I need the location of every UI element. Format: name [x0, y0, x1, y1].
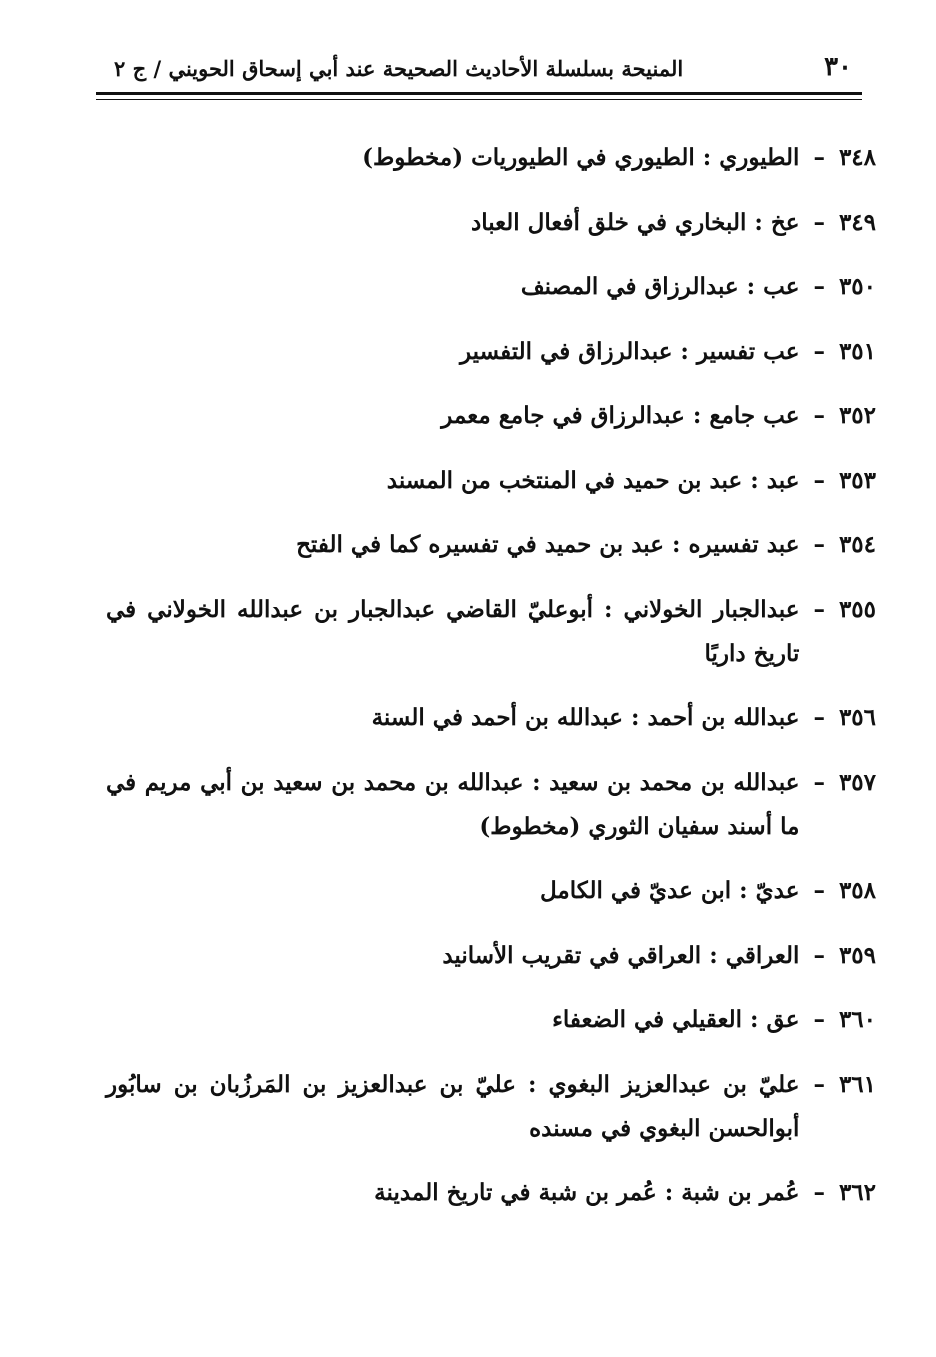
entry-text: عبدالله بن أحمد : عبدالله بن أحمد في السنة: [371, 704, 800, 731]
entry-text: عبد تفسيره : عبد بن حميد في تفسيره كما في الفتح: [296, 531, 800, 558]
entry-dash: –: [813, 941, 825, 969]
entry-number: ٣٥٧: [838, 768, 876, 796]
header-rule-thick: [96, 92, 862, 95]
page-header: [96, 50, 862, 90]
entry-number: ٣٦٠: [838, 1006, 876, 1033]
list-item: [106, 394, 876, 438]
list-item: [106, 761, 876, 849]
entry-dash: –: [813, 595, 825, 623]
list-item: [106, 136, 876, 180]
entry-dash: –: [813, 1006, 825, 1033]
entry-dash: –: [813, 337, 825, 365]
list-item: [106, 696, 876, 740]
list-item: [106, 459, 876, 503]
entry-text: عق : العقيلي في الضعفاء: [552, 1006, 800, 1033]
entry-text: الطيوري : الطيوري في الطيوريات (مخطوط): [362, 144, 800, 171]
entry-number: ٣٦٢: [838, 1179, 876, 1206]
entry-text: عب تفسير : عبدالرزاق في التفسير: [459, 337, 800, 365]
entry-text: عب جامع : عبدالرزاق في جامع معمر: [441, 402, 800, 429]
entry-dash: –: [813, 273, 825, 300]
entry-number: ٣٥٦: [838, 704, 876, 731]
list-item: [106, 330, 876, 374]
entry-text: عبدالله بن محمد بن سعيد : عبدالله بن محمد بن سعيد بن أبي مريم في ما أسند سفيان الثوري (مخطوط): [106, 768, 800, 840]
entry-dash: –: [813, 1070, 825, 1098]
entry-dash: –: [813, 1179, 825, 1206]
running-title: المنيحة بسلسلة الأحاديث الصحيحة عند أبي إسحاق الحويني / ج ٢: [114, 56, 684, 81]
list-item: [106, 523, 876, 567]
entry-dash: –: [813, 144, 825, 171]
entry-dash: –: [813, 531, 825, 558]
list-item: [106, 201, 876, 245]
entry-dash: –: [813, 402, 825, 429]
list-item: [106, 869, 876, 913]
entry-text: عُمر بن شبة : عُمر بن شبة في تاريخ المدينة: [374, 1179, 800, 1206]
entry-number: ٣٦١: [838, 1070, 876, 1098]
list-item: [106, 588, 876, 676]
entry-text: عبد : عبد بن حميد في المنتخب من المسند: [386, 466, 800, 494]
entry-text: العراقي : العراقي في تقريب الأسانيد: [442, 941, 800, 969]
entry-number: ٣٤٩: [838, 208, 876, 236]
entry-text: عب : عبدالرزاق في المصنف: [520, 273, 800, 300]
list-item: [106, 934, 876, 978]
entry-dash: –: [813, 768, 825, 796]
entry-number: ٣٥٥: [838, 595, 876, 623]
entry-dash: –: [813, 704, 825, 731]
entry-number: ٣٥٠: [838, 273, 876, 300]
page-number: ٣٠: [824, 52, 852, 82]
entry-number: ٣٥٩: [838, 941, 876, 969]
entry-number: ٣٥٨: [838, 877, 876, 904]
list-item: [106, 998, 876, 1042]
entry-number: ٣٤٨: [838, 144, 876, 171]
header-rule-thin: [96, 99, 862, 100]
entry-text: عخ : البخاري في خلق أفعال العباد: [470, 208, 800, 236]
entry-number: ٣٥١: [838, 337, 876, 365]
entry-dash: –: [813, 208, 825, 236]
entry-number: ٣٥٤: [838, 531, 876, 558]
abbreviation-list: [106, 136, 876, 1236]
entry-number: ٣٥٢: [838, 402, 876, 429]
entry-text: عديّ : ابن عديّ في الكامل: [540, 877, 800, 904]
entry-dash: –: [813, 466, 825, 494]
entry-text: عليّ بن عبدالعزيز البغوي : عليّ بن عبدالعزيز بن المَرزُبان بن سابُور أبوالحسن البغوي في مسنده: [106, 1070, 800, 1142]
entry-number: ٣٥٣: [838, 466, 876, 494]
entry-text: عبدالجبار الخولاني : أبوعليّ القاضي عبدالجبار بن عبدالله الخولاني في تاريخ داريًا: [106, 595, 800, 667]
list-item: [106, 1063, 876, 1151]
list-item: [106, 265, 876, 309]
entry-dash: –: [813, 877, 825, 904]
list-item: [106, 1171, 876, 1215]
